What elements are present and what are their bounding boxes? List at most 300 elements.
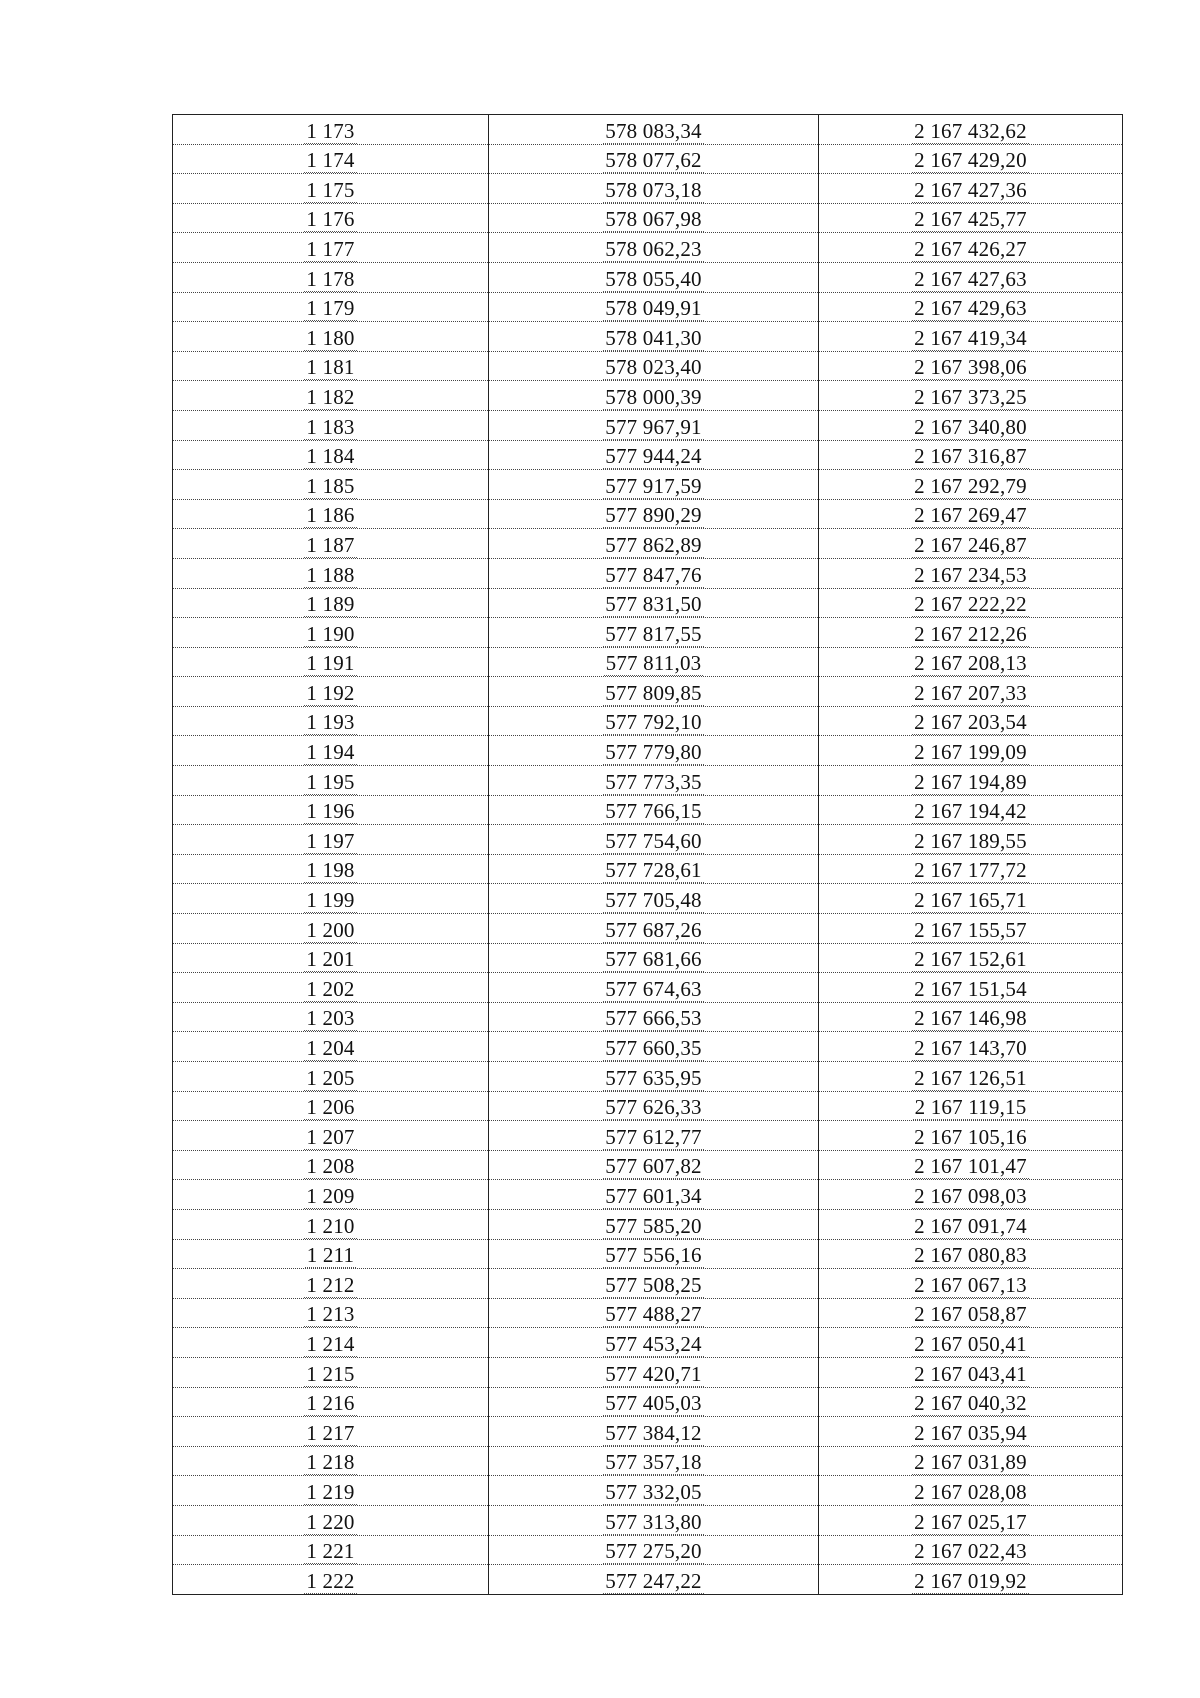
table-row (173, 706, 1123, 736)
table-row (173, 1387, 1123, 1417)
point-number-cell (173, 1417, 489, 1447)
cell-text: 1 186 (306, 503, 355, 528)
x-coordinate-cell (489, 1032, 819, 1062)
y-coordinate-cell (819, 914, 1123, 944)
cell-text: 2 167 155,57 (914, 917, 1027, 942)
x-coordinate-cell (489, 1062, 819, 1092)
table-row (173, 677, 1123, 707)
y-coordinate-cell (819, 203, 1123, 233)
cell-text: 2 167 091,74 (914, 1213, 1027, 1238)
table-row (173, 736, 1123, 766)
y-coordinate-cell (819, 322, 1123, 352)
cell-text: 578 041,30 (605, 325, 702, 350)
cell-text: 1 191 (306, 651, 355, 676)
x-coordinate-cell (489, 292, 819, 322)
x-coordinate-cell (489, 174, 819, 204)
x-coordinate-cell (489, 1091, 819, 1121)
table-row (173, 233, 1123, 263)
cell-text: 577 313,80 (605, 1509, 702, 1534)
point-number-cell (173, 1032, 489, 1062)
point-number-cell (173, 144, 489, 174)
point-number-cell (173, 647, 489, 677)
table-row (173, 292, 1123, 322)
cell-text: 577 607,82 (605, 1154, 702, 1179)
cell-text: 2 167 269,47 (914, 503, 1027, 528)
cell-text: 1 221 (306, 1539, 355, 1564)
y-coordinate-cell (819, 618, 1123, 648)
x-coordinate-cell (489, 943, 819, 973)
cell-text: 1 210 (306, 1213, 355, 1238)
y-coordinate-cell (819, 1150, 1123, 1180)
x-coordinate-cell (489, 410, 819, 440)
table-row (173, 914, 1123, 944)
cell-text: 1 212 (306, 1272, 355, 1297)
point-number-cell (173, 618, 489, 648)
cell-text: 1 208 (306, 1154, 355, 1179)
cell-text: 1 217 (306, 1420, 355, 1445)
cell-text: 2 167 429,63 (914, 296, 1027, 321)
table-row (173, 1062, 1123, 1092)
cell-text: 2 167 146,98 (914, 1006, 1027, 1031)
x-coordinate-cell (489, 618, 819, 648)
table-row (173, 499, 1123, 529)
cell-text: 1 183 (306, 414, 355, 439)
x-coordinate-cell (489, 1150, 819, 1180)
y-coordinate-cell (819, 1535, 1123, 1565)
cell-text: 577 773,35 (605, 769, 702, 794)
cell-text: 577 792,10 (605, 710, 702, 735)
cell-text: 577 488,27 (605, 1302, 702, 1327)
cell-text: 1 193 (306, 710, 355, 735)
cell-text: 577 779,80 (605, 740, 702, 765)
y-coordinate-cell (819, 1298, 1123, 1328)
x-coordinate-cell (489, 470, 819, 500)
cell-text: 1 222 (306, 1568, 355, 1593)
point-number-cell (173, 1002, 489, 1032)
cell-text: 1 211 (306, 1243, 355, 1268)
point-number-cell (173, 1298, 489, 1328)
cell-text: 577 681,66 (605, 947, 702, 972)
point-number-cell (173, 1387, 489, 1417)
x-coordinate-cell (489, 854, 819, 884)
table-row (173, 795, 1123, 825)
x-coordinate-cell (489, 1505, 819, 1535)
cell-text: 577 556,16 (605, 1243, 702, 1268)
y-coordinate-cell (819, 1062, 1123, 1092)
x-coordinate-cell (489, 1328, 819, 1358)
cell-text: 1 209 (306, 1183, 355, 1208)
cell-text: 1 218 (306, 1450, 355, 1475)
y-coordinate-cell (819, 854, 1123, 884)
table-row (173, 943, 1123, 973)
cell-text: 577 862,89 (605, 532, 702, 557)
cell-text: 577 453,24 (605, 1331, 702, 1356)
cell-text: 2 167 246,87 (914, 532, 1027, 557)
cell-text: 577 967,91 (605, 414, 702, 439)
y-coordinate-cell (819, 1357, 1123, 1387)
cell-text: 2 167 126,51 (914, 1065, 1027, 1090)
cell-text: 1 197 (306, 828, 355, 853)
cell-text: 2 167 040,32 (914, 1391, 1027, 1416)
y-coordinate-cell (819, 1091, 1123, 1121)
cell-text: 1 189 (306, 592, 355, 617)
cell-text: 1 192 (306, 680, 355, 705)
cell-text: 1 215 (306, 1361, 355, 1386)
table-row (173, 203, 1123, 233)
cell-text: 577 687,26 (605, 917, 702, 942)
y-coordinate-cell (819, 1387, 1123, 1417)
cell-text: 1 200 (306, 917, 355, 942)
cell-text: 1 201 (306, 947, 355, 972)
x-coordinate-cell (489, 529, 819, 559)
point-number-cell (173, 351, 489, 381)
table-row (173, 973, 1123, 1003)
cell-text: 1 190 (306, 621, 355, 646)
x-coordinate-cell (489, 1209, 819, 1239)
point-number-cell (173, 1269, 489, 1299)
cell-text: 577 384,12 (605, 1420, 702, 1445)
cell-text: 2 167 203,54 (914, 710, 1027, 735)
cell-text: 578 073,18 (605, 177, 702, 202)
table-row (173, 1091, 1123, 1121)
x-coordinate-cell (489, 1417, 819, 1447)
table-row (173, 1446, 1123, 1476)
coordinates-table (172, 114, 1123, 1595)
cell-text: 1 207 (306, 1124, 355, 1149)
y-coordinate-cell (819, 736, 1123, 766)
table-row (173, 144, 1123, 174)
cell-text: 1 175 (306, 177, 355, 202)
y-coordinate-cell (819, 588, 1123, 618)
y-coordinate-cell (819, 1209, 1123, 1239)
y-coordinate-cell (819, 1446, 1123, 1476)
cell-text: 2 167 419,34 (914, 325, 1027, 350)
y-coordinate-cell (819, 884, 1123, 914)
cell-text: 2 167 199,09 (914, 740, 1027, 765)
cell-text: 2 167 194,42 (914, 799, 1027, 824)
cell-text: 1 216 (306, 1391, 355, 1416)
table-row (173, 1002, 1123, 1032)
cell-text: 2 167 151,54 (914, 976, 1027, 1001)
cell-text: 1 184 (306, 444, 355, 469)
cell-text: 577 660,35 (605, 1036, 702, 1060)
cell-text: 2 167 165,71 (914, 888, 1027, 913)
y-coordinate-cell (819, 499, 1123, 529)
y-coordinate-cell (819, 1002, 1123, 1032)
cell-text: 578 023,40 (605, 355, 702, 380)
y-coordinate-cell (819, 706, 1123, 736)
cell-text: 578 077,62 (605, 148, 702, 173)
y-coordinate-cell (819, 1328, 1123, 1358)
cell-text: 2 167 043,41 (914, 1361, 1027, 1386)
y-coordinate-cell (819, 1565, 1123, 1595)
cell-text: 1 180 (306, 325, 355, 350)
y-coordinate-cell (819, 262, 1123, 292)
cell-text: 577 666,53 (605, 1006, 702, 1031)
cell-text: 2 167 189,55 (914, 828, 1027, 853)
x-coordinate-cell (489, 1121, 819, 1151)
cell-text: 578 062,23 (605, 236, 702, 261)
cell-text: 1 219 (306, 1479, 355, 1504)
point-number-cell (173, 588, 489, 618)
table-row (173, 381, 1123, 411)
cell-text: 1 181 (306, 355, 355, 380)
table-row (173, 1328, 1123, 1358)
x-coordinate-cell (489, 973, 819, 1003)
cell-text: 577 705,48 (605, 888, 702, 913)
cell-text: 2 167 080,83 (914, 1243, 1027, 1268)
x-coordinate-cell (489, 115, 819, 145)
cell-text: 577 917,59 (605, 473, 702, 498)
cell-text: 577 508,25 (605, 1272, 702, 1297)
x-coordinate-cell (489, 588, 819, 618)
cell-text: 1 206 (306, 1095, 355, 1120)
table-row (173, 322, 1123, 352)
point-number-cell (173, 1180, 489, 1210)
x-coordinate-cell (489, 1180, 819, 1210)
cell-text: 2 167 194,89 (914, 769, 1027, 794)
cell-text: 578 049,91 (605, 296, 702, 321)
x-coordinate-cell (489, 351, 819, 381)
table-row (173, 440, 1123, 470)
x-coordinate-cell (489, 1476, 819, 1506)
y-coordinate-cell (819, 1121, 1123, 1151)
point-number-cell (173, 1239, 489, 1269)
cell-text: 2 167 119,15 (914, 1095, 1027, 1120)
cell-text: 1 185 (306, 473, 355, 498)
x-coordinate-cell (489, 825, 819, 855)
point-number-cell (173, 292, 489, 322)
y-coordinate-cell (819, 795, 1123, 825)
cell-text: 577 612,77 (605, 1124, 702, 1149)
cell-text: 2 167 177,72 (914, 858, 1027, 883)
point-number-cell (173, 1535, 489, 1565)
x-coordinate-cell (489, 558, 819, 588)
y-coordinate-cell (819, 440, 1123, 470)
y-coordinate-cell (819, 174, 1123, 204)
table-row (173, 558, 1123, 588)
cell-text: 2 167 398,06 (914, 355, 1027, 380)
cell-text: 1 194 (306, 740, 355, 765)
cell-text: 2 167 101,47 (914, 1154, 1027, 1179)
point-number-cell (173, 470, 489, 500)
x-coordinate-cell (489, 322, 819, 352)
cell-text: 577 817,55 (605, 621, 702, 646)
y-coordinate-cell (819, 558, 1123, 588)
point-number-cell (173, 706, 489, 736)
table-row (173, 1476, 1123, 1506)
table-row (173, 588, 1123, 618)
y-coordinate-cell (819, 1476, 1123, 1506)
y-coordinate-cell (819, 410, 1123, 440)
cell-text: 577 766,15 (605, 799, 702, 824)
cell-text: 1 187 (306, 532, 355, 557)
cell-text: 1 199 (306, 888, 355, 913)
y-coordinate-cell (819, 470, 1123, 500)
cell-text: 577 247,22 (605, 1568, 702, 1593)
cell-text: 2 167 022,43 (914, 1539, 1027, 1564)
point-number-cell (173, 1505, 489, 1535)
cell-text: 1 203 (306, 1006, 355, 1031)
cell-text: 2 167 067,13 (914, 1272, 1027, 1297)
y-coordinate-cell (819, 647, 1123, 677)
cell-text: 578 067,98 (605, 207, 702, 232)
coordinates-table-body (173, 115, 1123, 1595)
y-coordinate-cell (819, 115, 1123, 145)
y-coordinate-cell (819, 677, 1123, 707)
x-coordinate-cell (489, 381, 819, 411)
cell-text: 2 167 035,94 (914, 1420, 1027, 1445)
y-coordinate-cell (819, 292, 1123, 322)
cell-text: 2 167 208,13 (914, 651, 1027, 676)
cell-text: 1 204 (306, 1036, 355, 1060)
y-coordinate-cell (819, 1269, 1123, 1299)
x-coordinate-cell (489, 233, 819, 263)
table-row (173, 529, 1123, 559)
point-number-cell (173, 529, 489, 559)
cell-text: 2 167 425,77 (914, 207, 1027, 232)
point-number-cell (173, 795, 489, 825)
cell-text: 578 055,40 (605, 266, 702, 291)
x-coordinate-cell (489, 1269, 819, 1299)
y-coordinate-cell (819, 1032, 1123, 1062)
point-number-cell (173, 736, 489, 766)
point-number-cell (173, 1091, 489, 1121)
point-number-cell (173, 174, 489, 204)
x-coordinate-cell (489, 1387, 819, 1417)
table-row (173, 1505, 1123, 1535)
x-coordinate-cell (489, 884, 819, 914)
table-row (173, 1298, 1123, 1328)
point-number-cell (173, 1062, 489, 1092)
x-coordinate-cell (489, 736, 819, 766)
point-number-cell (173, 1446, 489, 1476)
cell-text: 577 332,05 (605, 1479, 702, 1504)
table-row (173, 1121, 1123, 1151)
y-coordinate-cell (819, 1239, 1123, 1269)
cell-text: 1 178 (306, 266, 355, 291)
table-row (173, 647, 1123, 677)
x-coordinate-cell (489, 647, 819, 677)
y-coordinate-cell (819, 144, 1123, 174)
table-row (173, 825, 1123, 855)
table-row (173, 1535, 1123, 1565)
cell-text: 577 811,03 (605, 651, 702, 676)
cell-text: 578 083,34 (605, 118, 702, 143)
cell-text: 1 220 (306, 1509, 355, 1534)
cell-text: 2 167 031,89 (914, 1450, 1027, 1475)
cell-text: 1 177 (306, 236, 355, 261)
cell-text: 2 167 429,20 (914, 148, 1027, 173)
cell-text: 1 182 (306, 384, 355, 409)
cell-text: 2 167 427,36 (914, 177, 1027, 202)
point-number-cell (173, 825, 489, 855)
cell-text: 577 674,63 (605, 976, 702, 1001)
y-coordinate-cell (819, 1417, 1123, 1447)
cell-text: 2 167 234,53 (914, 562, 1027, 587)
cell-text: 1 176 (306, 207, 355, 232)
cell-text: 577 944,24 (605, 444, 702, 469)
cell-text: 577 890,29 (605, 503, 702, 528)
y-coordinate-cell (819, 825, 1123, 855)
table-row (173, 351, 1123, 381)
cell-text: 2 167 019,92 (914, 1568, 1027, 1593)
y-coordinate-cell (819, 381, 1123, 411)
x-coordinate-cell (489, 203, 819, 233)
table-row (173, 1180, 1123, 1210)
x-coordinate-cell (489, 1002, 819, 1032)
point-number-cell (173, 1476, 489, 1506)
cell-text: 2 167 432,62 (914, 118, 1027, 143)
cell-text: 2 167 143,70 (914, 1036, 1027, 1060)
y-coordinate-cell (819, 1505, 1123, 1535)
point-number-cell (173, 233, 489, 263)
x-coordinate-cell (489, 795, 819, 825)
y-coordinate-cell (819, 943, 1123, 973)
x-coordinate-cell (489, 1446, 819, 1476)
point-number-cell (173, 410, 489, 440)
cell-text: 1 202 (306, 976, 355, 1001)
x-coordinate-cell (489, 1239, 819, 1269)
cell-text: 1 173 (306, 118, 355, 143)
cell-text: 1 213 (306, 1302, 355, 1327)
point-number-cell (173, 203, 489, 233)
cell-text: 1 195 (306, 769, 355, 794)
point-number-cell (173, 884, 489, 914)
cell-text: 2 167 222,22 (914, 592, 1027, 617)
cell-text: 2 167 292,79 (914, 473, 1027, 498)
point-number-cell (173, 262, 489, 292)
cell-text: 577 754,60 (605, 828, 702, 853)
y-coordinate-cell (819, 233, 1123, 263)
table-row (173, 1239, 1123, 1269)
table-row (173, 884, 1123, 914)
table-row (173, 410, 1123, 440)
cell-text: 2 167 212,26 (914, 621, 1027, 646)
point-number-cell (173, 677, 489, 707)
point-number-cell (173, 973, 489, 1003)
table-row (173, 854, 1123, 884)
point-number-cell (173, 499, 489, 529)
y-coordinate-cell (819, 766, 1123, 796)
x-coordinate-cell (489, 144, 819, 174)
point-number-cell (173, 766, 489, 796)
x-coordinate-cell (489, 677, 819, 707)
cell-text: 2 167 373,25 (914, 384, 1027, 409)
cell-text: 2 167 426,27 (914, 236, 1027, 261)
point-number-cell (173, 115, 489, 145)
x-coordinate-cell (489, 766, 819, 796)
cell-text: 2 167 427,63 (914, 266, 1027, 291)
x-coordinate-cell (489, 1357, 819, 1387)
table-row (173, 115, 1123, 145)
cell-text: 1 198 (306, 858, 355, 883)
cell-text: 577 420,71 (605, 1361, 702, 1386)
cell-text: 577 357,18 (605, 1450, 702, 1475)
cell-text: 577 831,50 (605, 592, 702, 617)
point-number-cell (173, 1565, 489, 1595)
table-row (173, 1209, 1123, 1239)
point-number-cell (173, 914, 489, 944)
point-number-cell (173, 381, 489, 411)
x-coordinate-cell (489, 1535, 819, 1565)
cell-text: 2 167 025,17 (914, 1509, 1027, 1534)
table-row (173, 174, 1123, 204)
cell-text: 2 167 316,87 (914, 444, 1027, 469)
table-row (173, 1357, 1123, 1387)
cell-text: 1 214 (306, 1331, 355, 1356)
cell-text: 1 179 (306, 296, 355, 321)
